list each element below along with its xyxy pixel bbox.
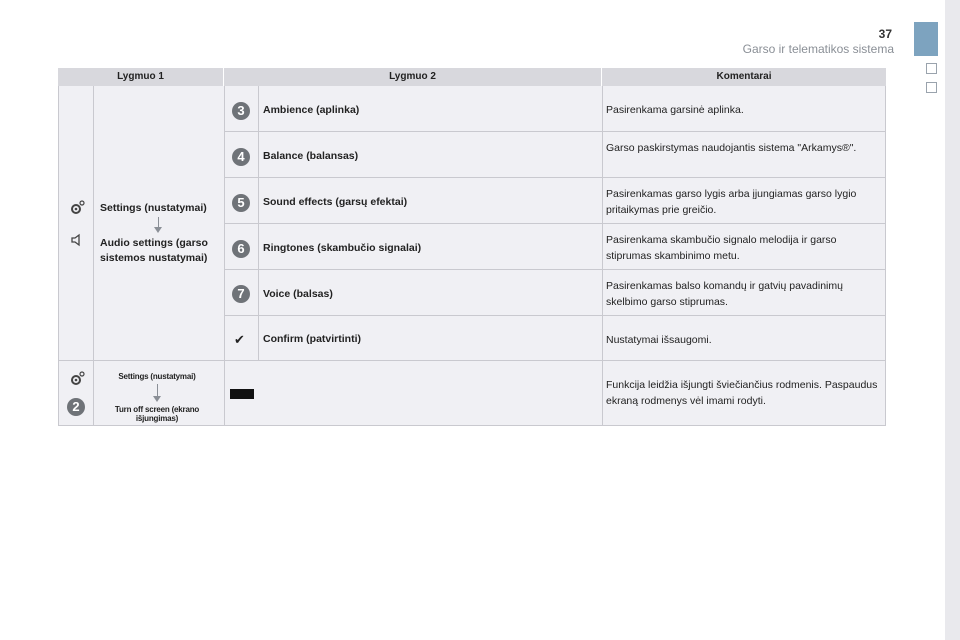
option-sound-effects: Sound effects (garsų efektai) — [263, 196, 408, 208]
divider — [885, 86, 886, 426]
divider — [602, 86, 603, 426]
comment-turn-off-screen: Funkcija leidžia išjungti šviečiančius rodmenis. Paspaudus ekraną rodmenys vėl imami rodyti. — [606, 379, 878, 407]
arrow-head-icon — [153, 396, 161, 402]
level1-settings-small: Settings (nustatymai) — [118, 372, 196, 381]
step-badge-6: 6 — [232, 240, 250, 258]
settings-table — [58, 68, 886, 426]
divider — [258, 86, 259, 361]
divider — [224, 86, 225, 426]
screen-off-icon — [230, 389, 254, 399]
page-number: 37 — [878, 27, 892, 41]
step-badge-5: 5 — [232, 194, 250, 212]
comment-voice: Pasirenkamas balso komandų ir gatvių pavadinimų skelbimo garso stiprumas. — [606, 280, 843, 308]
option-ambience: Ambience (aplinka) — [263, 104, 360, 116]
step-badge-2: 2 — [67, 398, 85, 416]
arrow-down-icon — [158, 217, 159, 227]
level1-audio-label-line1: Audio settings (garso — [100, 237, 208, 249]
divider — [58, 86, 59, 426]
step-badge-7: 7 — [232, 285, 250, 303]
step-badge-3: 3 — [232, 102, 250, 120]
column-header-level1: Lygmuo 1 — [58, 68, 224, 86]
page-edge-strip — [945, 0, 960, 640]
level1-cell — [58, 86, 224, 361]
level1-turn-off-screen: Turn off screen (ekrano išjungimas) — [114, 405, 200, 423]
arrow-head-icon — [154, 227, 162, 233]
check-icon: ✔ — [234, 332, 245, 347]
level1-audio-label-line2: sistemos nustatymai) — [100, 252, 208, 264]
option-voice: Voice (balsas) — [263, 288, 333, 300]
option-confirm: Confirm (patvirtinti) — [263, 333, 361, 345]
chapter-title: Garso ir telematikos sistema — [742, 42, 894, 56]
comment-confirm: Nustatymai išsaugomi. — [606, 334, 712, 346]
bookmark-square-icon — [926, 82, 937, 93]
step-badge-4: 4 — [232, 148, 250, 166]
gear-icon — [68, 370, 86, 388]
comment-ringtones: Pasirenkama skambučio signalo melodija ir garso stiprumas skambinimo metu. — [606, 234, 837, 262]
column-header-level2: Lygmuo 2 — [224, 68, 602, 86]
option-balance: Balance (balansas) — [263, 150, 359, 162]
comment-sound-effects: Pasirenkamas garso lygis arba įjungiamas garso lygio pritaikymas prie greičio. — [606, 188, 857, 216]
comment-balance: Garso paskirstymas naudojantis sistema "Arkamys®". — [606, 142, 857, 154]
column-header-comments: Komentarai — [602, 68, 886, 86]
option-ringtones: Ringtones (skambučio signalai) — [263, 242, 422, 254]
speaker-icon — [68, 231, 86, 249]
bookmark-square-icon — [926, 63, 937, 74]
comment-ambience: Pasirenkama garsinė aplinka. — [606, 104, 744, 116]
gear-icon — [68, 199, 86, 217]
level1-settings-label: Settings (nustatymai) — [100, 202, 207, 214]
chapter-color-tab — [914, 22, 938, 56]
